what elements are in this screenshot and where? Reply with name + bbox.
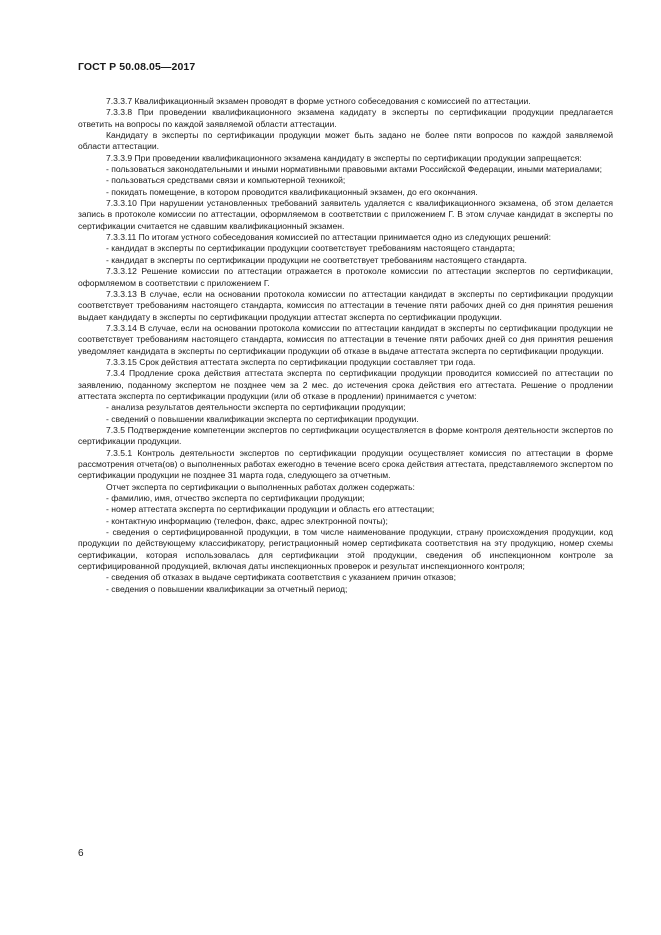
list-item: - кандидат в эксперты по сертификации продукции не соответствует требованиям настоящего стандарта. bbox=[106, 254, 527, 265]
document-header: ГОСТ Р 50.08.05—2017 bbox=[78, 61, 196, 73]
list-item: - сведений о повышении квалификации эксперта по сертификации продукции. bbox=[106, 413, 419, 424]
paragraph: 7.3.3.8 При проведении квалификационного экзамена кадидату в эксперты по сертификации продукции предлагается ответить на вопросы по каждой заявляемой области аттестации. bbox=[78, 107, 613, 129]
list-item: - пользоваться средствами связи и компьютерной техникой; bbox=[106, 175, 346, 186]
list-item: - сведения о повышении квалификации за отчетный период; bbox=[106, 583, 348, 594]
paragraph: 7.3.3.9 При проведении квалификационного экзамена кандидату в эксперты по сертификации продукции запрещается: bbox=[106, 152, 582, 163]
list-item: - сведения об отказах в выдаче сертификата соответствия с указанием причин отказов; bbox=[106, 572, 456, 583]
paragraph: 7.3.4 Продление срока действия аттестата эксперта по сертификации продукции проводится комиссией по аттестации по заявлению, поданному экспертом не позднее чем за 2 мес. до истечения срока действия его аттестата. Решение о продлении аттестата эксперта по сертификации продукции (или об отказе в продлении) принимается с учетом: bbox=[78, 368, 613, 401]
paragraph: 7.3.3.15 Срок действия аттестата эксперта по сертификации продукции составляет три года. bbox=[106, 356, 476, 367]
paragraph: 7.3.5.1 Контроль деятельности экспертов по сертификации продукции осуществляет комиссия по аттестации в форме рассмотрения отчета(ов) о выполненных работах ежегодно в течение всего срока действия аттестата, представляемого экспертом по сертификации продукции не позднее 31 марта года, следующего за отчетным. bbox=[78, 447, 613, 481]
list-item: - сведения о сертифицированной продукции, в том числе наименование продукции, страну происхождения продукции, код продукции по действующему классификатору, регистрационный номер сертификата соответствия на эту продукцию, номер схемы сертификации, которая использовалась для сертификации этой продукции, сведения об инспекционном контроле за сертифицированной продукцией, включая даты инспекционных проверок и результат инспекционного контроля; bbox=[78, 527, 613, 572]
list-item: - контактную информацию (телефон, факс, адрес электронной почты); bbox=[106, 515, 388, 526]
paragraph: Отчет эксперта по сертификации о выполненных работах должен содержать: bbox=[106, 481, 415, 492]
list-item: - пользоваться законодательными и иными нормативными правовыми актами Российской Федерации, иными материалами; bbox=[106, 164, 603, 175]
list-item: - покидать помещение, в котором проводится квалификационный экзамен, до его окончания. bbox=[106, 186, 478, 197]
list-item: - номер аттестата эксперта по сертификации продукции и область его аттестации; bbox=[106, 504, 435, 515]
document-body bbox=[78, 96, 613, 595]
paragraph: 7.3.3.14 В случае, если на основании протокола комиссии по аттестации кандидат в эксперты по сертификации продукции не соответствует требованиям настоящего стандарта, комиссия по аттестации в течение пяти рабочих дней со дня принятия решения уведомляет кандидата в эксперты по сертификации продукции об отказе в выдаче аттестата эксперта по сертификации продукции. bbox=[78, 322, 613, 356]
list-item: - фамилию, имя, отчество эксперта по сертификации продукции; bbox=[106, 493, 365, 504]
list-item: - кандидат в эксперты по сертификации продукции соответствует требованиям настоящего стандарта; bbox=[106, 243, 515, 254]
list-item: - анализа результатов деятельности эксперта по сертификации продукции; bbox=[106, 402, 406, 413]
page-number: 6 bbox=[78, 848, 84, 859]
paragraph: Кандидату в эксперты по сертификации продукции может быть задано не более пяти вопросов по каждой заявляемой области аттестации. bbox=[78, 130, 613, 152]
paragraph: 7.3.3.13 В случае, если на основании протокола комиссии по аттестации кандидат в эксперты по сертификации продукции соответствует требованиям настоящего стандарта, комиссия по аттестации в течение пяти рабочих дней со дня принятия решения выдает кандидату в эксперты по сертификации продукции аттестат эксперта по сертификации продукции. bbox=[78, 288, 613, 322]
paragraph: 7.3.3.12 Решение комиссии по аттестации отражается в протоколе комиссии по аттестации экспертов по сертификации, оформляемом в соответствии с приложением Г. bbox=[78, 266, 613, 288]
paragraph: 7.3.5 Подтверждение компетенции экспертов по сертификации осуществляется в форме контроля деятельности экспертов по сертификации продукции. bbox=[78, 424, 613, 447]
paragraph: 7.3.3.10 При нарушении установленных требований заявитель удаляется с квалификационного экзамена, об этом делается запись в протоколе комиссии по аттестации, оформляемом в соответствии с приложением Г. В этом случае кандидат в эксперты по сертификации считается не сдавшим квалификационный экзамен. bbox=[78, 198, 613, 231]
paragraph: 7.3.3.7 Квалификационный экзамен проводят в форме устного собеседования с комиссией по аттестации. bbox=[106, 96, 531, 106]
paragraph: 7.3.3.11 По итогам устного собеседования комиссией по аттестации принимается одно из следующих решений: bbox=[106, 232, 551, 243]
